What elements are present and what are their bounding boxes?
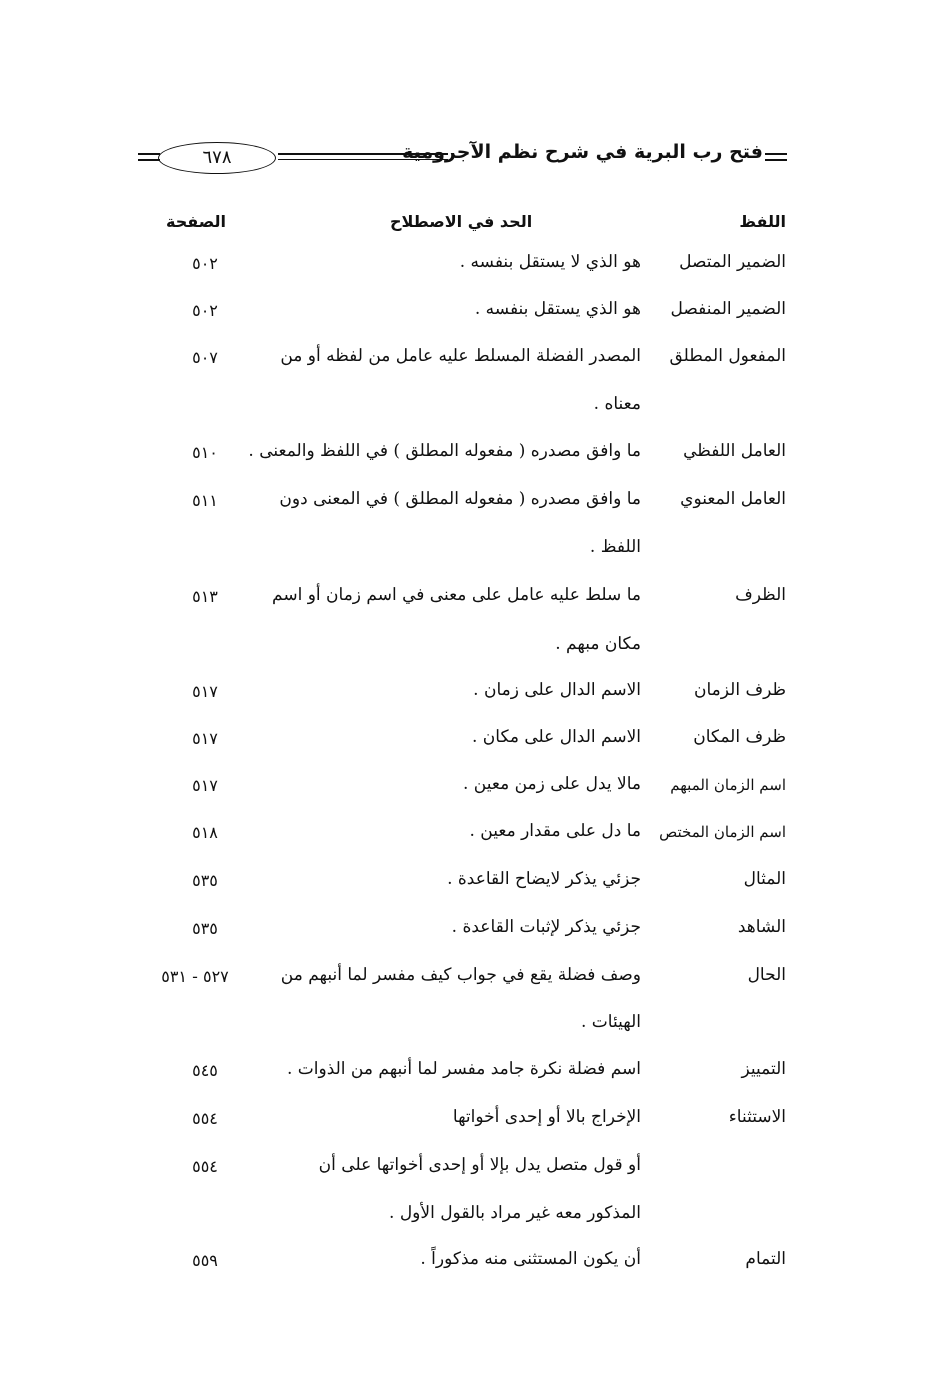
page-ref: ٥١٧ [192,776,218,795]
term: الشاهد [737,917,786,937]
page-ref: ٥٥٩ [192,1251,218,1270]
definition: هو الذي يستقل بنفسه . [474,299,641,319]
page-ref: ٥٥٤ [192,1157,218,1176]
definition: اللفظ . [589,537,641,557]
definition: أن يكون المستثنى منه مذكوراً . [420,1249,641,1269]
definition: المصدر الفضلة المسلط عليه عامل من لفظه أو من [280,346,641,366]
definition: مالا يدل على زمن معين . [463,774,641,794]
definition: الاسم الدال على مكان . [472,727,641,747]
term: التمام [745,1249,786,1269]
term: التمييز [741,1059,786,1079]
table-row [0,1107,941,1137]
definition: وصف فضلة يقع في جواب كيف مفسر لما أنبهم من [280,965,641,985]
table-row [0,537,941,567]
header-rule-middle-2 [278,159,448,160]
page-number: ٦٧٨ [158,142,276,174]
table-row [0,965,941,995]
term: اسم الزمان المختص [659,823,786,841]
definition: ما وافق مصدره ( مفعوله المطلق ) في المعنى دون [279,489,641,509]
page-ref: ٥٠٢ [192,301,218,320]
table-row [0,869,941,899]
table-row [0,346,941,376]
table-row [0,252,941,282]
term: الاستثناء [728,1107,786,1127]
table-row [0,441,941,471]
page-ref: ٥٤٥ [192,1061,218,1080]
definition: اسم فضلة نكرة جامد مفسر لما أنبهم من الذوات . [286,1059,641,1079]
page-ref: ٥١٧ [192,682,218,701]
table-row [0,1059,941,1089]
table-row [0,1203,941,1233]
header-rule-middle [278,153,448,155]
definition: هو الذي لا يستقل بنفسه . [459,252,641,272]
page-ref: ٥١٠ [192,443,218,462]
term: العامل اللفظي [683,441,786,461]
definition: الإخراج بالا أو إحدى أخواتها [452,1107,641,1127]
table-row [0,774,941,804]
page-ref: ٥٣٥ [192,919,218,938]
table-row [0,585,941,615]
term: ظرف المكان [693,727,786,747]
header-rule-right-2 [765,159,787,161]
table-row [0,821,941,851]
term: العامل المعنوي [680,489,786,509]
table-row [0,727,941,757]
term: الضمير المتصل [679,252,786,272]
running-header-title: فتح رب البرية في شرح نظم الآجرومية [402,141,763,163]
table-row [0,299,941,329]
term: اسم الزمان المبهم [670,776,786,794]
page-ref: ٥٠٢ [192,254,218,273]
page-ref: ٥٥٤ [192,1109,218,1128]
table-row [0,917,941,947]
table-row [0,489,941,519]
definition: الاسم الدال على زمان . [473,680,641,700]
table-row [0,394,941,424]
definition: مكان مبهم . [555,634,641,654]
definition: الهيئات . [581,1012,641,1032]
term: المفعول المطلق [669,346,786,366]
page-ref: ٥١١ [192,491,218,510]
table-row [0,680,941,710]
page-ref: ٥٢٧ - ٥٣١ [161,967,229,986]
header-rule-left-2 [138,159,160,161]
column-header-page: الصفحة [166,212,227,231]
table-row [0,1249,941,1279]
term: الضمير المنفصل [670,299,786,319]
definition: ما دل على مقدار معين . [469,821,641,841]
column-header-definition: الحد في الاصطلاح [390,212,533,231]
term: ظرف الزمان [694,680,786,700]
definition: جزئي يذكر لإثبات القاعدة . [451,917,641,937]
page-ref: ٥١٧ [192,729,218,748]
definition: ما وافق مصدره ( مفعوله المطلق ) في اللفظ والمعنى . [248,441,641,461]
definition: ما سلط عليه عامل على معنى في اسم زمان أو اسم [272,585,641,605]
definition: جزئي يذكر لايضاح القاعدة . [447,869,641,889]
header-rule-right [765,153,787,155]
term: الحال [747,965,786,985]
table-row [0,1012,941,1042]
page-ref: ٥٠٧ [192,348,218,367]
table-row [0,1155,941,1185]
term: المثال [743,869,786,889]
table-row [0,634,941,664]
header-rule-left [138,153,160,155]
definition: أو قول متصل يدل بإلا أو إحدى أخواتها على أن [318,1155,641,1175]
page-ref: ٥١٨ [192,823,218,842]
page-ref: ٥٣٥ [192,871,218,890]
term: الظرف [735,585,786,605]
page-ref: ٥١٣ [192,587,218,606]
column-header-term: اللفظ [739,212,786,231]
definition: المذكور معه غير مراد بالقول الأول . [389,1203,641,1223]
definition: معناه . [593,394,641,414]
